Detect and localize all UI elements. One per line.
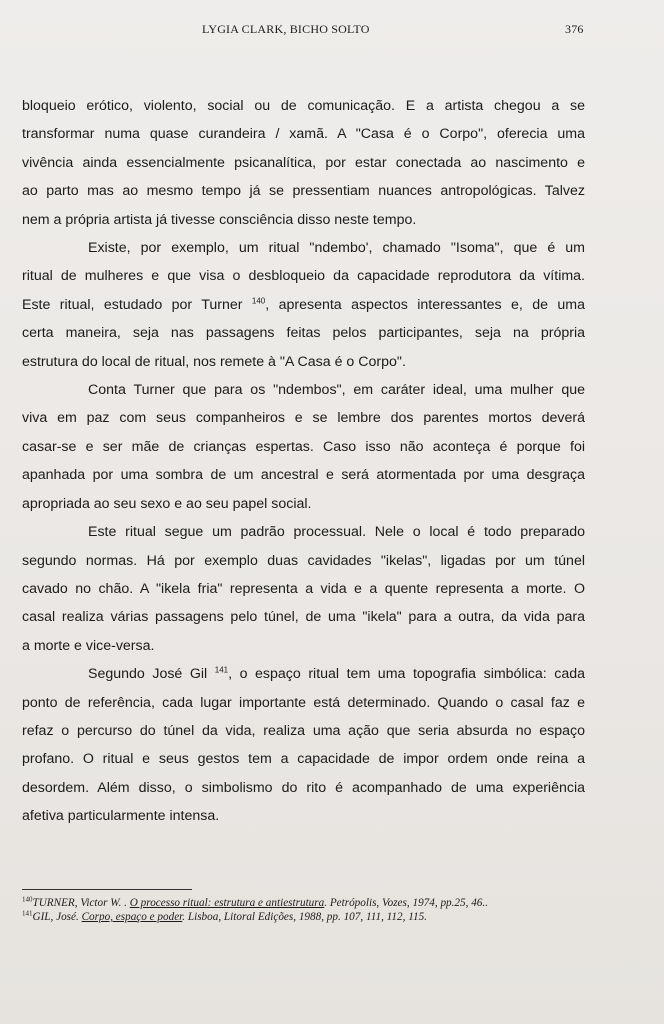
paragraph-5 [22, 660, 585, 830]
text-line: ao parto mas ao mesmo tempo já se pressentiam nuances antropológicas. Talvez [22, 183, 585, 200]
text-line: certa maneira, seja nas passagens feitas pelos participantes, seja na própria [22, 325, 585, 342]
text-fragment: , o espaço ritual tem uma topografia simbólica: cada [228, 666, 585, 683]
text-line: Existe, por exemplo, um ritual "ndembo', chamado "Isoma", que é um [88, 240, 585, 257]
text-fragment: Este ritual, estudado por Turner [22, 296, 243, 313]
footnote-author: GIL, José. [32, 911, 82, 923]
text-line-with-reference [22, 291, 585, 319]
text-line-with-reference [22, 660, 585, 688]
body-text [22, 92, 585, 831]
page-header [0, 22, 664, 42]
text-line: a morte e vice-versa. [22, 637, 155, 654]
paragraph-3 [22, 376, 585, 518]
footnote-rest: . Petrópolis, Vozes, 1974, pp.25, 46.. [324, 897, 488, 909]
text-line: bloqueio erótico, violento, social ou de comunicação. E a artista chegou a se [22, 98, 585, 114]
text-line: cavado no chão. A "ikela fria" representa a vida e a quente representa a morte. O [22, 580, 585, 597]
footnote-divider [22, 889, 192, 890]
text-line: profano. O ritual e seus gestos tem a capacidade de impor ordem onde reina a [22, 751, 585, 768]
text-line: Este ritual segue um padrão processual. Nele o local é todo preparado [88, 524, 585, 541]
footnote-rest: . Lisboa, Litoral Edições, 1988, pp. 107, 111, 112, 115. [182, 911, 427, 923]
paragraph-1 [22, 92, 585, 234]
text-line: desordem. Além disso, o simbolismo do rito é acompanhado de uma experiência [22, 779, 585, 796]
footnote-140 [22, 896, 582, 910]
text-line: Conta Turner que para os "ndembos", em caráter ideal, uma mulher que [88, 382, 585, 399]
footnote-number: 141 [22, 909, 33, 918]
text-fragment: , apresenta aspectos interessantes e, de uma [265, 296, 585, 313]
footnotes [22, 896, 582, 924]
text-line: casar-se e ser mãe de crianças espertas. Caso isso não aconteça é porque foi [22, 438, 585, 455]
paragraph-4 [22, 518, 585, 660]
footnote-author: TURNER, Victor W. . [32, 897, 130, 909]
running-title: LYGIA CLARK, BICHO SOLTO [202, 22, 370, 36]
text-line: segundo normas. Há por exemplo duas cavidades "ikelas", ligadas por um túnel [22, 552, 585, 569]
footnote-141 [22, 910, 582, 924]
text-line: casal realiza várias passagens pelo túnel, de uma "ikela" para a outra, da vida para [22, 609, 585, 626]
text-line: viva em paz com seus companheiros e se lembre dos parentes mortos deverá [22, 410, 585, 427]
paragraph-2 [22, 234, 585, 376]
footnote-title: O processo ritual: estrutura e antiestrutura [129, 897, 325, 909]
text-line: nem a própria artista já tivesse consciência disso neste tempo. [22, 211, 417, 228]
text-line: ponto de referência, cada lugar importante está determinado. Quando o casal faz e [22, 694, 585, 711]
footnote-ref-141: 141 [214, 665, 229, 675]
footnote-number: 140 [22, 895, 33, 904]
footnote-ref-140: 140 [251, 296, 266, 306]
text-line: apropriada ao seu sexo e ao seu papel social. [22, 495, 312, 512]
text-line: estrutura do local de ritual, nos remete à "A Casa é o Corpo". [22, 353, 406, 370]
text-line: vivência ainda essencialmente psicanalítica, por estar conectada ao nascimento e [22, 154, 585, 171]
text-fragment: Segundo José Gil [88, 666, 208, 683]
text-line: transformar numa quase curandeira / xamã. A "Casa é o Corpo", oferecia uma [22, 126, 585, 143]
text-line: ritual de mulheres e que visa o desbloqueio da capacidade reprodutora da vítima. [22, 268, 585, 285]
text-line: apanhada por uma sombra de um ancestral e será atormentada por uma desgraça [22, 467, 585, 484]
text-line: afetiva particularmente intensa. [22, 808, 220, 825]
text-line: refaz o percurso do túnel da vida, realiza uma ação que seria absurda no espaço [22, 722, 585, 739]
footnote-title: Corpo, espaço e poder [81, 911, 183, 923]
page-number: 376 [565, 22, 584, 36]
